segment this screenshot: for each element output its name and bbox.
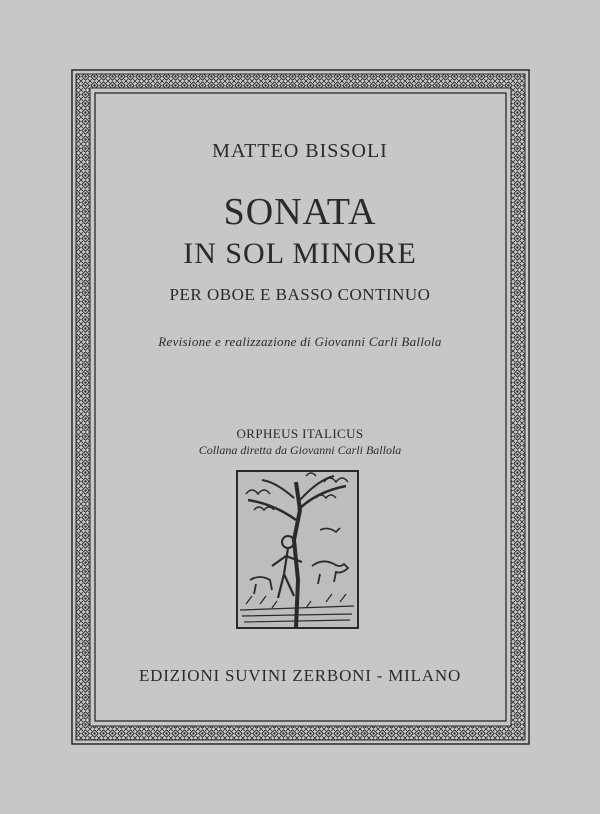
title-line-2: IN SOL MINORE xyxy=(183,237,417,270)
series-name: ORPHEUS ITALICUS xyxy=(236,426,364,441)
series-editor: Collana diretta da Giovanni Carli Ballola xyxy=(198,443,402,457)
title-line-1: SONATA xyxy=(223,191,377,233)
subtitle: PER OBOE E BASSO CONTINUO xyxy=(169,285,431,304)
publisher-imprint: EDIZIONI SUVINI ZERBONI - MILANO xyxy=(138,666,462,685)
woodcut-illustration xyxy=(236,470,359,629)
revision-credit: Revisione e realizzazione di Giovanni Carli Ballola xyxy=(158,334,442,349)
composer-name: MATTEO BISSOLI xyxy=(212,140,388,162)
